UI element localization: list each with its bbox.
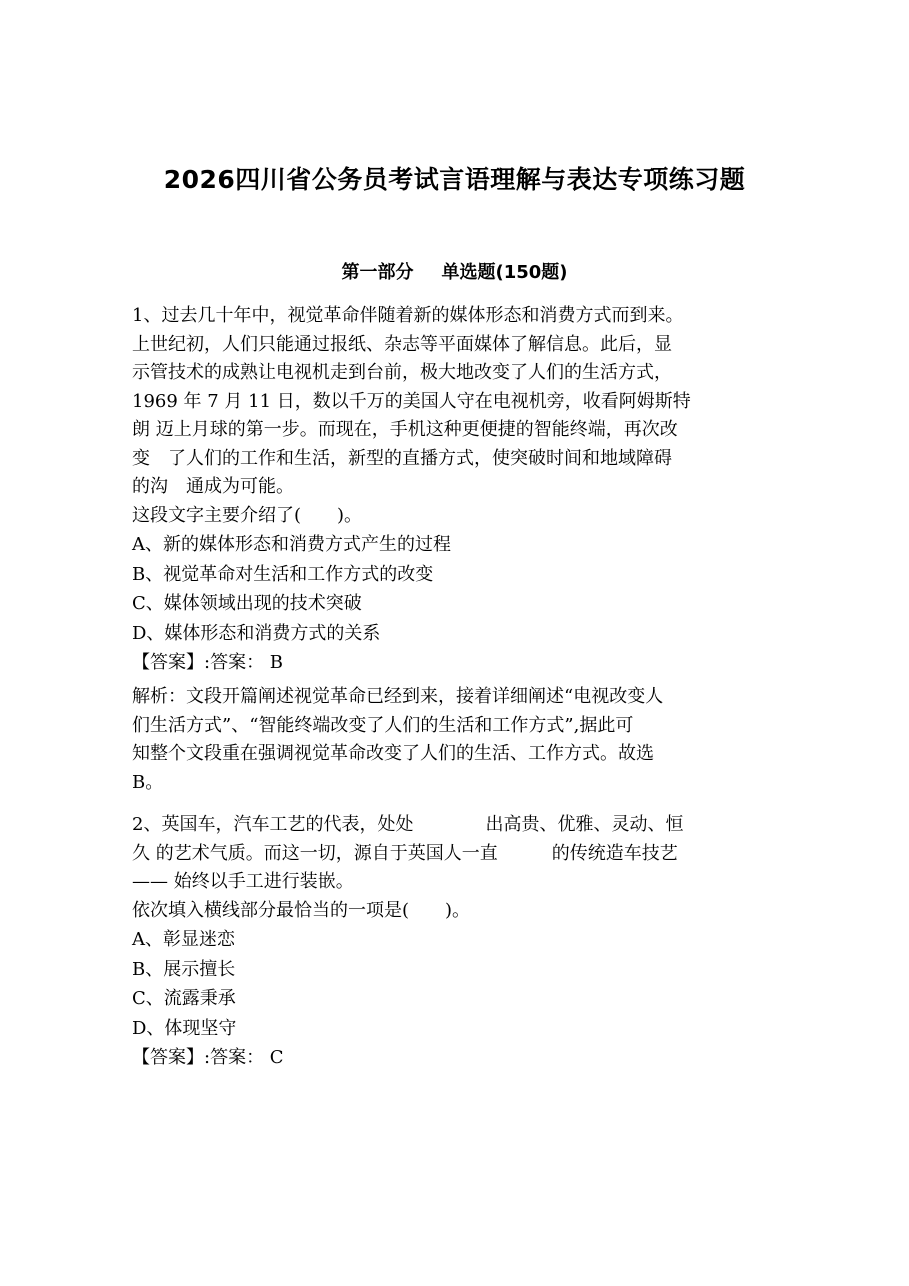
analysis-line: 们生活方式”、“智能终端改变了人们的生活和工作方式”,据此可 [132,714,634,736]
stem-line: 示管技术的成熟让电视机走到台前，极大地改变了人们的生活方式， [132,362,672,383]
option-a: A、彰显迷恋 [132,929,235,950]
analysis-line: 知整个文段重在强调视觉革命改变了人们的生活、工作方式。故选 [132,743,654,764]
option-d: D、体现坚守 [132,1017,237,1039]
option-b: B、视觉革命对生活和工作方式的改变 [132,563,434,585]
answer-line: 【答案】:答案： C [132,1047,284,1068]
stem-line: 变 了人们的工作和生活，新型的直播方式，使突破时间和地域障碍 [132,447,672,469]
section-type: 单选题(150题) [441,262,568,283]
question-1 [132,302,772,797]
stem-line: 朗 迈上月球的第一步。而现在，手机这种更便捷的智能终端，再次改 [132,419,678,440]
option-c: C、媒体领域出现的技术突破 [132,593,362,614]
section-part: 第一部分 [341,262,414,283]
answer-line: 【答案】:答案： B [132,652,284,673]
question-1-stem [132,302,772,502]
stem-line: 久 的艺术气质。而这一切，源自于英国人一直 的传统造车技艺 [132,842,678,864]
stem-line: 上世纪初，人们只能通过报纸、杂志等平面媒体了解信息。此后，显 [132,333,672,355]
document-title: 2026四川省公务员考试言语理解与表达专项练习题 [163,165,746,194]
question-2 [132,811,772,1072]
option-b: B、展示擅长 [132,958,236,980]
document-body [132,302,772,1072]
analysis-line: 解析：文段开篇阐述视觉革命已经到来，接着详细阐述“电视改变人 [132,686,664,707]
stem-line: 1969 年 7 月 11 日，数以千万的美国人守在电视机旁，收看阿姆斯特 [132,390,691,412]
stem-line: —— 始终以手工进行装嵌。 [132,871,354,892]
stem-line: 的沟 通成为可能。 [132,476,294,497]
option-a: A、新的媒体形态和消费方式产生的过程 [132,534,451,555]
analysis-line: B。 [132,771,164,793]
question-1-prompt: 这段文字主要介绍了( )。 [132,504,363,526]
section-heading [0,258,909,284]
question-2-prompt: 依次填入横线部分最恰当的一项是( )。 [132,899,471,921]
stem-line: 2、英国车，汽车工艺的代表，处处 出高贵、优雅、灵动、恒 [132,814,684,835]
option-d: D、媒体形态和消费方式的关系 [132,622,381,644]
option-c: C、流露秉承 [132,988,236,1009]
question-2-stem [132,811,772,897]
stem-line: 1、过去几十年中，视觉革命伴随着新的媒体形态和消费方式而到来。 [132,305,684,326]
analysis [132,683,772,797]
